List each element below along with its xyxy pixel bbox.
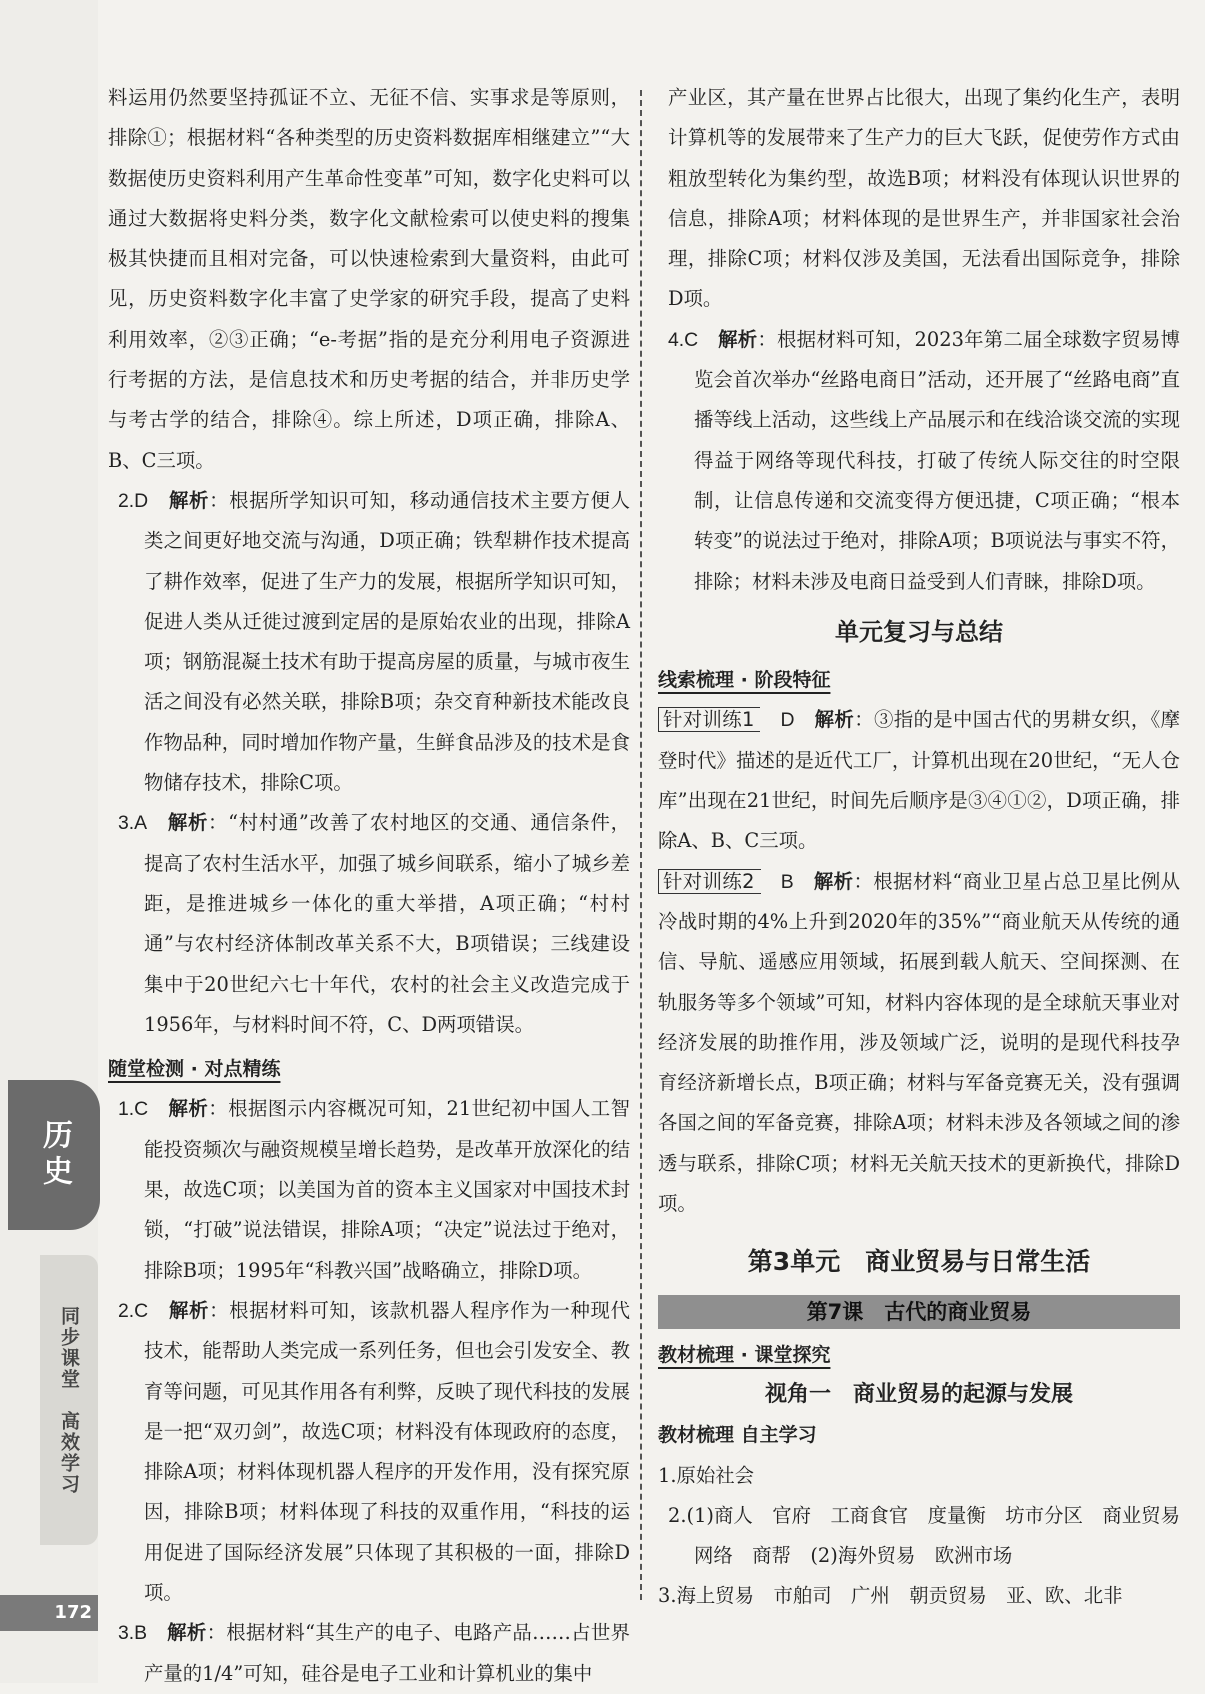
analysis-text: ：根据材料可知，2023年第二届全球数字贸易博览会首次举办“丝路电商日”活动，还开展了“丝路电商”直播等线上活动，这些线上产品展示和在线洽谈交流的实现得益于网络等现代科技，打破了传统人际交往的时空限制，让信息传递和交流变得方便迅捷，C项正确；“根本转变”的说法过于绝对，排除A项；B项说法与事实不符，排除；材料未涉及电商日益受到人们青睐，排除D项。 — [694, 327, 1180, 593]
analysis-text: ：根据材料“商业卫星占总卫星比例从冷战时期的4%上升到2020年的35%”“商业航天从传统的通信、导航、遥感应用领域，拓展到载人航天、空间探测、在轨服务等多个领域”可知，材料内容体现的是全球航天事业对经济发展的助推作用，涉及领域广泛，说明的是现代科技孕育经济新增长点，B项正确；材料与军备竞赛无关，没有强调各国之间的军备竞赛，排除A项；材料未涉及各领域之间的渗透与联系，排除C项；材料无关航天技术的更新换代，排除D项。 — [658, 869, 1181, 1216]
sidebar — [0, 0, 98, 1683]
analysis-label: 解析 — [167, 811, 209, 835]
lesson-title: 第7课 古代的商业贸易 — [658, 1295, 1180, 1329]
unit-review-title: 单元复习与总结 — [835, 617, 1003, 646]
answer-line: 3.海上贸易 市舶司 广州 朝贡贸易 亚、欧、北非 — [658, 1584, 1123, 1608]
training-answer: B — [780, 870, 794, 893]
training-tag: 针对训练1 — [658, 707, 760, 732]
training-item — [658, 862, 1180, 1225]
question-number: 3.A — [118, 812, 148, 835]
answer-item — [108, 1613, 630, 1694]
analysis-label: 解析 — [718, 327, 758, 351]
training-tag: 针对训练2 — [658, 869, 761, 894]
answer-item — [108, 1291, 630, 1613]
column-divider — [640, 90, 642, 1600]
question-number: 3.B — [118, 1622, 148, 1645]
right-column — [658, 78, 1180, 1617]
training-answer: D — [780, 709, 795, 732]
page-number: 172 — [0, 1595, 98, 1631]
analysis-text: ：③指的是中国古代的男耕女织，《摩登时代》描述的是近代工厂，计算机出现在20世纪，“无人仓库”出现在21世纪，时间先后顺序是③④①②，D项正确，排除A、B、C三项。 — [658, 708, 1181, 853]
continued-paragraph: 产业区，其产量在世界占比很大，出现了集约化生产，表明计算机等的发展带来了生产力的巨大飞跃，促使劳作方式由粗放型转化为集约型，故选B项；材料没有体现认识世界的信息，排除A项；材料体现的是世界生产，并非国家社会治理，排除C项；材料仅涉及美国，无法看出国际竞争，排除D项。 — [668, 86, 1180, 311]
answer-item — [108, 481, 630, 803]
analysis-label: 解析 — [813, 869, 854, 893]
answer-line: 1.原始社会 — [658, 1463, 755, 1487]
analysis-label: 解析 — [167, 1621, 207, 1645]
analysis-label: 解析 — [168, 1298, 210, 1322]
answer-item — [658, 320, 1180, 602]
chapter-title: 第3单元 商业贸易与日常生活 — [747, 1247, 1091, 1277]
answer-line: 2.(1)商人 官府 工商食官 度量衡 坊市分区 商业贸易网络 商帮 (2)海外贸易 欧洲市场 — [668, 1503, 1180, 1568]
view-title: 视角一 商业贸易的起源与发展 — [764, 1381, 1073, 1407]
subject-tab: 历史 — [8, 1080, 100, 1230]
analysis-label: 解析 — [814, 708, 855, 732]
analysis-label: 解析 — [168, 488, 210, 512]
analysis-label: 解析 — [168, 1097, 209, 1121]
analysis-text: ：根据材料可知，该款机器人程序作为一种现代技术，能帮助人类完成一系列任务，但也会引发安全、教育等问题，可见其作用各有利弊，反映了现代科技的发展是一把“双刃剑”，故选C项；材料没有体现政府的态度，排除A项；材料体现机器人程序的开发作用，没有探究原因，排除B项；材料体现了科技的双重作用，“科技的运用促进了国际经济发展”只体现了其积极的一面，排除D项。 — [144, 1298, 631, 1604]
question-number: 2.C — [118, 1299, 149, 1322]
analysis-text: ：根据材料“其生产的电子、电路产品……占世界产量的1/4”可知，硅谷是电子工业和计算机业的集中 — [144, 1621, 631, 1685]
left-column — [108, 78, 630, 1694]
intro-paragraph: 料运用仍然要坚持孤证不立、无征不信、实事求是等原则，排除①；根据材料“各种类型的历史资料数据库相继建立”“大数据使历史资料利用产生革命性变革”可知，数字化史料可以通过大数据将史料分类，数字化文献检索可以使史料的搜集极其快捷而且相对完备，可以快速检索到大量资料，由此可见，历史资料数字化丰富了史学家的研究手段，提高了史料利用效率，②③正确；“e-考据”指的是充分利用电子资源进行考据的方法，是信息技术和历史考据的结合，并非历史学与考古学的结合，排除④。综上所述，D项正确，排除A、B、C三项。 — [108, 86, 630, 472]
answer-item — [108, 1089, 630, 1290]
question-number: 2.D — [118, 489, 149, 512]
analysis-text: ：根据图示内容概况可知，21世纪初中国人工智能投资频次与融资规模呈增长趋势，是改革开放深化的结果，故选C项；以美国为首的资本主义国家对中国技术封锁，“打破”说法错误，排除A项；“决定”说法过于绝对，排除B项；1995年“科教兴国”战略确立，排除D项。 — [144, 1097, 631, 1282]
analysis-text: ：根据所学知识可知，移动通信技术主要方便人类之间更好地交流与沟通，D项正确；铁犁耕作技术提高了耕作效率，促进了生产力的发展，根据所学知识可知，促进人类从迁徙过渡到定居的是原始农业的出现，排除A项；钢筋混凝土技术有助于提高房屋的质量，与城市夜生活之间没有必然关联，排除B项；杂交育种新技术能改良作物品种，同时增加作物产量，生鲜食品涉及的技术是食物储存技术，排除C项。 — [144, 488, 631, 795]
series-tab: 同步课堂 高效学习 — [40, 1255, 98, 1545]
question-number: 4.C — [668, 328, 699, 351]
section-heading: 教材梳理 · 课堂探究 — [658, 1343, 831, 1366]
self-study-heading: 教材梳理 自主学习 — [658, 1424, 817, 1447]
analysis-text: ：“村村通”改善了农村地区的交通、通信条件，提高了农村生活水平，加强了城乡间联系，缩小了城乡差距，是推进城乡一体化的重大举措，A项正确；“村村通”与农村经济体制改革关系不大，B项错误；三线建设集中于20世纪六七十年代，农村的社会主义改造完成于1956年，与材料时间不符，C、D两项错误。 — [144, 811, 631, 1036]
answer-item — [108, 803, 630, 1045]
section-heading: 随堂检测 · 对点精练 — [108, 1058, 281, 1081]
training-item — [658, 700, 1180, 861]
section-heading: 线索梳理 · 阶段特征 — [658, 669, 831, 692]
question-number: 1.C — [118, 1098, 149, 1121]
